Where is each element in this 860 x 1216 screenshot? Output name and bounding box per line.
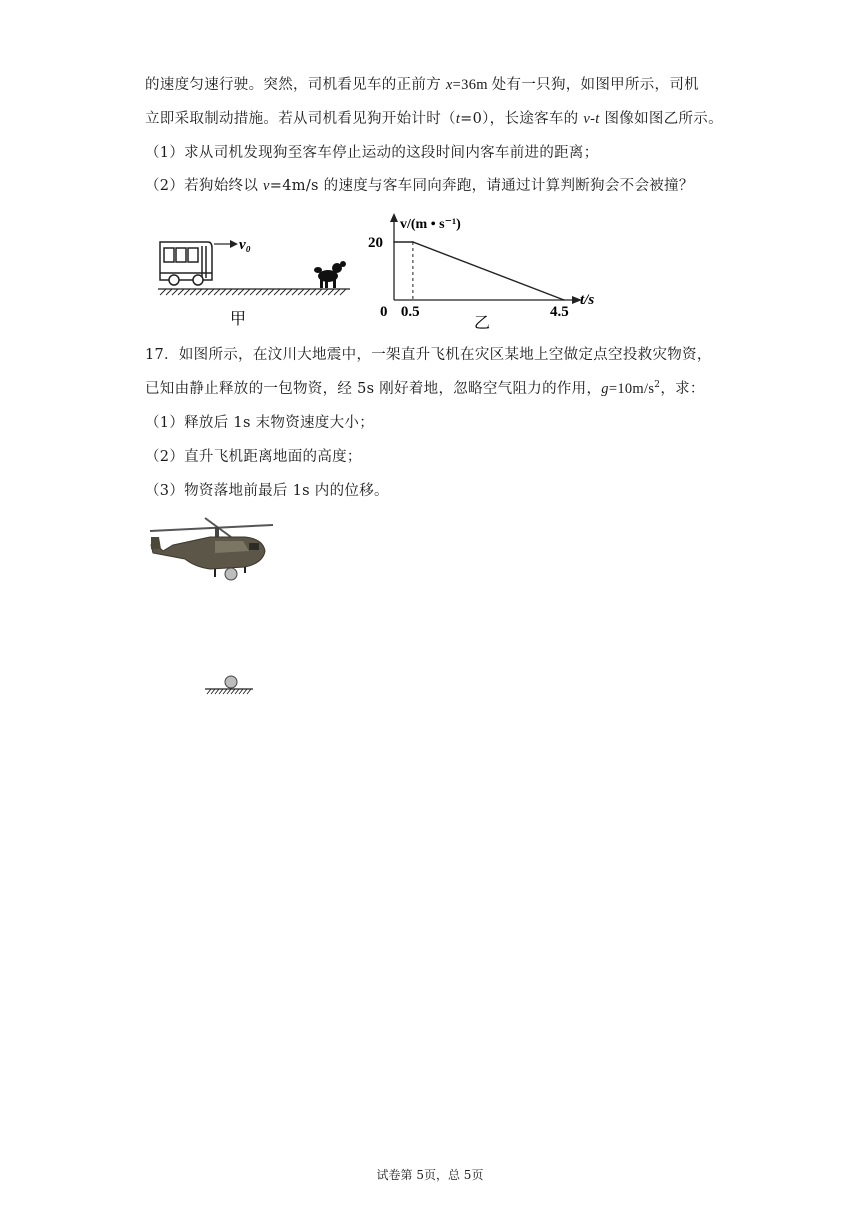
q16-text-line-1: 的速度匀速行驶。突然，司机看见车的正前方 x=36m 处有一只狗，如图甲所示，司机 [145,77,699,93]
chart-x-axis-label: t/s [580,292,595,308]
helicopter-figure [145,515,280,705]
vt-chart [360,210,620,335]
page-footer: 试卷第 5页，总 5页 [376,1168,484,1182]
supply-package-ground [225,676,237,688]
chart-series-line [394,242,564,300]
q16-part-1: （1）求从司机发现狗至客车停止运动的这段时间内客车前进的距离； [145,145,599,161]
chart-y-tick-20: 20 [368,235,383,251]
q16-text-line-2: 立即采取制动措施。若从司机看见狗开始计时（t=0），长途客车的 v-t 图像如图乙所示。 [145,111,723,127]
q17-text-line-2: 已知由静止释放的一包物资，经 5s 刚好着地，忽略空气阻力的作用，$g=10m/s^2$，求： [145,380,705,397]
chart-x-tick-origin: 0 [380,304,388,320]
q17-part-3: （3）物资落地前最后 1s 内的位移。 [145,483,389,499]
ground [158,289,350,295]
chart-x-tick-4-5: 4.5 [550,304,569,320]
figure-jia [150,228,360,333]
chart-y-axis-label: v/(m • s⁻¹) [400,217,461,232]
chart-x-tick-0-5: 0.5 [400,304,420,320]
figure-jia-caption: 甲 [230,309,247,328]
chart-point-0 [393,241,395,243]
dog-illustration [314,261,346,288]
supply-package-release [225,568,237,580]
bus-illustration [160,242,212,285]
landing-point [205,676,253,694]
helicopter-illustration [150,518,273,577]
q17-text-line-1: 17．如图所示，在汶川大地震中，一架直升飞机在灾区某地上空做定点空投救灾物资， [145,347,712,363]
chart-caption: 乙 [474,313,491,332]
q17-part-1: （1）释放后 1s 末物资速度大小； [145,415,375,431]
q17-part-2: （2）直升飞机距离地面的高度； [145,449,362,465]
chart-point-2 [563,299,565,301]
v0-label: v₀ [239,237,251,253]
velocity-arrow [214,240,238,248]
chart-y-axis-arrow [390,213,398,222]
q16-part-2: （2）若狗始终以 v=4m/s 的速度与客车同向奔跑，请通过计算判断狗会不会被撞？ [145,178,694,194]
chart-point-1 [412,241,414,243]
